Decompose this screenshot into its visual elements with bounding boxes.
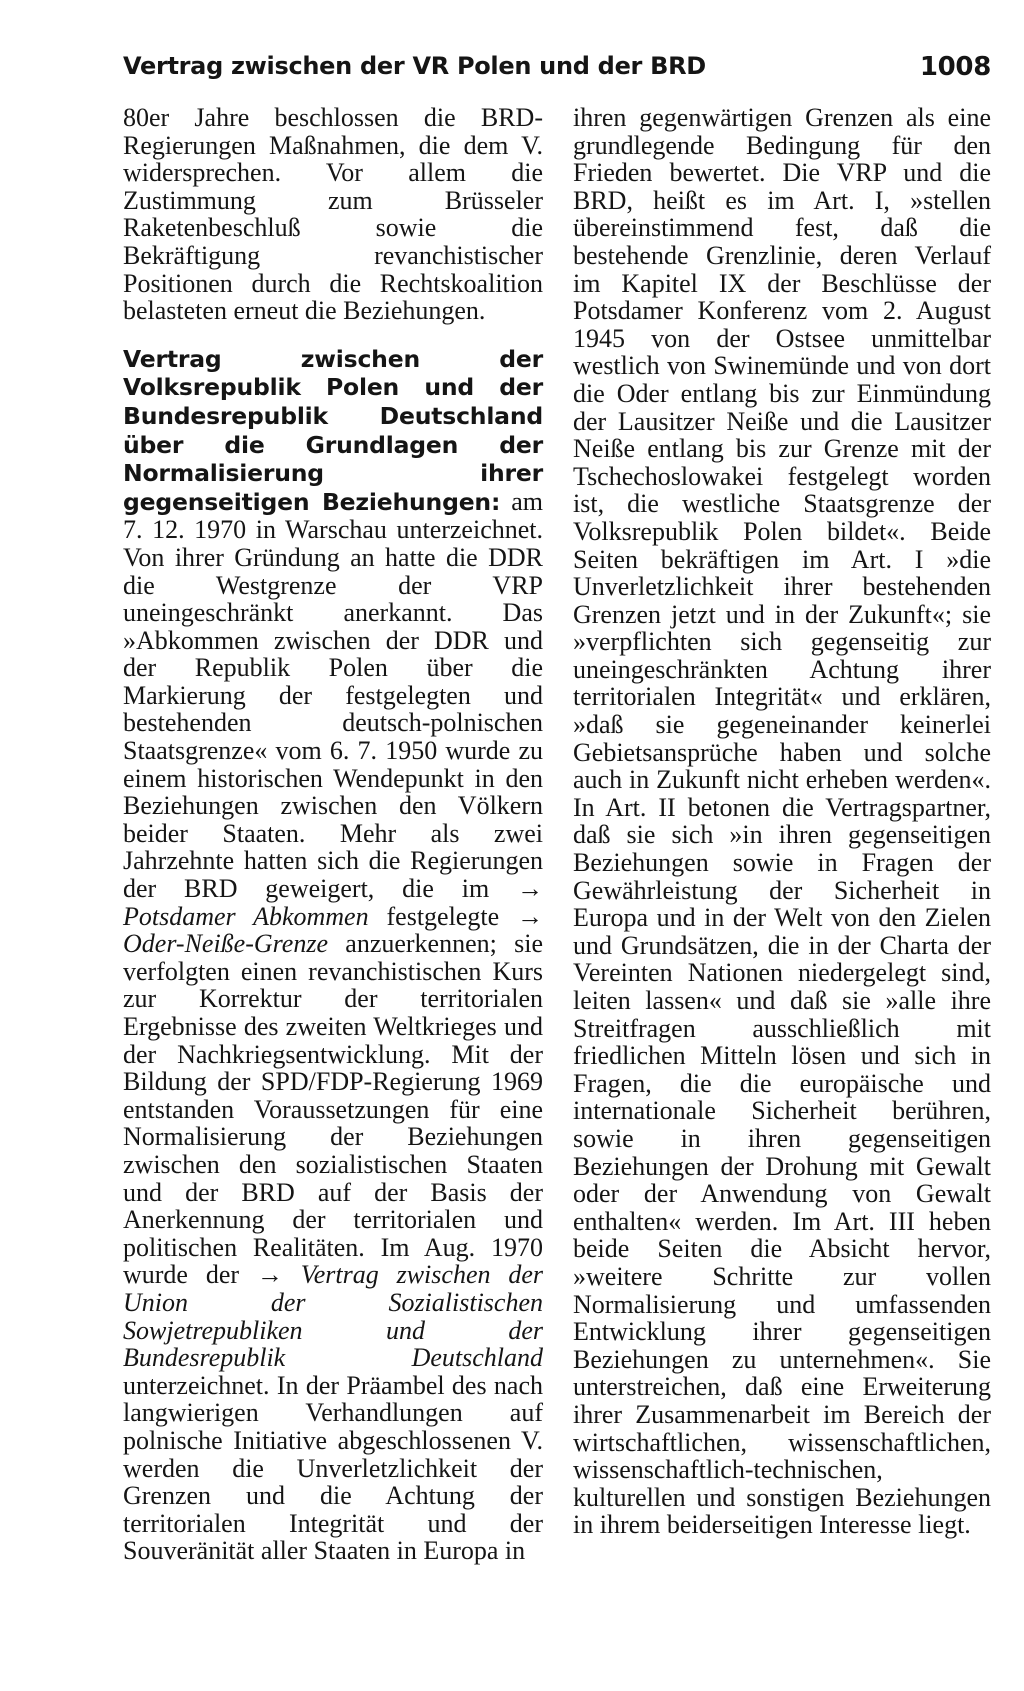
entry-text: am 7. 12. 1970 in Warschau unterzeichnet. Von ihrer Gründung an hatte die DDR die Westgrenze der VRP uneingeschränkt anerkannt. Das »Abkommen zwischen der DDR und der Republik Polen über die Markierung der festgelegten und bestehenden deutsch-polnischen Staatsgrenze« vom 6. 7. 1950 wurde zu einem historischen Wendepunkt in den Beziehungen zwischen den Völkern beider Staaten. Mehr als zwei Jahrzehnte hatten sich die Regierungen der BRD geweigert, die im xyxy=(123,486,544,904)
entry-headword: Vertrag zwischen der Volksrepublik Polen und der Bundesrepublik Deutschland über die Grundlagen der Normalisierung ihrer gegenseitigen Beziehungen: xyxy=(123,344,543,516)
cross-reference-oder-neisse-grenze[interactable]: Oder-Neiße-Grenze xyxy=(123,929,329,959)
cross-reference-potsdamer-abkommen[interactable]: Potsdamer Abkommen xyxy=(123,901,369,931)
cross-reference-vertrag-udssr-brd[interactable]: Vertrag zwischen der Union der Sozialistischen Sowjetrepubliken und der Bundesrepublik Deutschland xyxy=(123,1260,543,1373)
left-column xyxy=(123,104,543,1565)
cross-reference-arrow-icon: → xyxy=(256,1260,283,1290)
running-head xyxy=(123,52,991,92)
cross-reference-arrow-icon: → xyxy=(517,901,544,931)
entry-continuation-paragraph: ihren gegenwärtigen Grenzen als eine grundlegende Bedingung für den Frieden bewertet. Die VRP und die BRD, heißt es im Art. I, »stellen übereinstimmend fest, daß die bestehende Grenzlinie, deren Verlauf im Kapitel IX der Beschlüsse der Potsdamer Konferenz vom 2. August 1945 von der Ostsee unmittelbar westlich von Swinemünde und von dort die Oder entlang bis zur Einmündung der Lausitzer Neiße und die Lausitzer Neiße entlang bis zur Grenze mit der Tschechoslowakei festgelegt worden ist, die westliche Staatsgrenze der Volksrepublik Polen bildet«. Beide Seiten bekräftigen im Art. I »die Unverletzlichkeit ihrer bestehenden Grenzen jetzt und in der Zukunft«; sie »verpflichten sich gegenseitig zur uneingeschränkten Achtung ihrer territorialen Integrität« und erklären, »daß sie gegeneinander keinerlei Gebietsansprüche haben und solche auch in Zukunft nicht erheben werden«. In Art. II betonen die Vertragspartner, daß sie sich »in ihren gegenseitigen Beziehungen sowie in Fragen der Gewährleistung der Sicherheit in Europa und in der Welt von den Zielen und Grundsätzen, die in der Charta der Vereinten Nationen niedergelegt sind, leiten lassen« und daß sie »alle ihre Streitfragen ausschließlich mit friedlichen Mitteln lösen und sich in Fragen, die die europäische und internationale Sicherheit berühren, sowie in ihren gegenseitigen Beziehungen der Drohung mit Gewalt oder der Anwendung von Gewalt enthalten« werden. Im Art. III heben beide Seiten die Absicht hervor, »weitere Schritte zur vollen Normalisierung und umfassenden Entwicklung ihrer gegenseitigen Beziehungen zu unternehmen«. Sie unterstreichen, daß eine Erweiterung ihrer Zusammenarbeit im Bereich der wirtschaftlichen, wissenschaftlichen, wissenschaftlich-technischen, kulturellen und sonstigen Beziehungen in ihrem beiderseitigen Interesse liegt. xyxy=(573,103,991,1540)
right-column xyxy=(573,104,991,1539)
entry-text: festgelegte xyxy=(368,901,518,931)
continuation-paragraph: 80er Jahre beschlossen die BRD-Regierungen Maßnahmen, die dem V. widersprechen. Vor allem die Zustimmung zum Brüsseler Raketenbeschluß sowie die Bekräftigung revanchistischer Positionen durch die Rechtskoalition belasteten erneut die Beziehungen. xyxy=(123,103,543,326)
page-number: 1008 xyxy=(919,52,991,82)
entry-text: unterzeichnet. In der Präambel des nach langwierigen Verhandlungen auf polnische Initiative abgeschlossenen V. werden die Unverletzlichkeit der Grenzen und die Achtung der territorialen Integrität und der Souveränität aller Staaten in Europa in xyxy=(123,1370,543,1566)
entry-text: anzuerkennen; sie verfolgten einen revanchistischen Kurs zur Korrektur der territorialen Ergebnisse des zweiten Weltkrieges und der Nachkriegsentwicklung. Mit der Bildung der SPD/FDP-Regierung 1969 entstanden Voraussetzungen für eine Normalisierung der Beziehungen zwischen den sozialistischen Staaten und der BRD auf der Basis der Anerkennung der territorialen und politischen Realitäten. Im Aug. 1970 wurde der xyxy=(123,929,543,1290)
running-title: Vertrag zwischen der VR Polen und der BRD xyxy=(123,52,706,80)
cross-reference-arrow-icon: → xyxy=(517,874,543,904)
entry-paragraph xyxy=(123,345,543,1565)
